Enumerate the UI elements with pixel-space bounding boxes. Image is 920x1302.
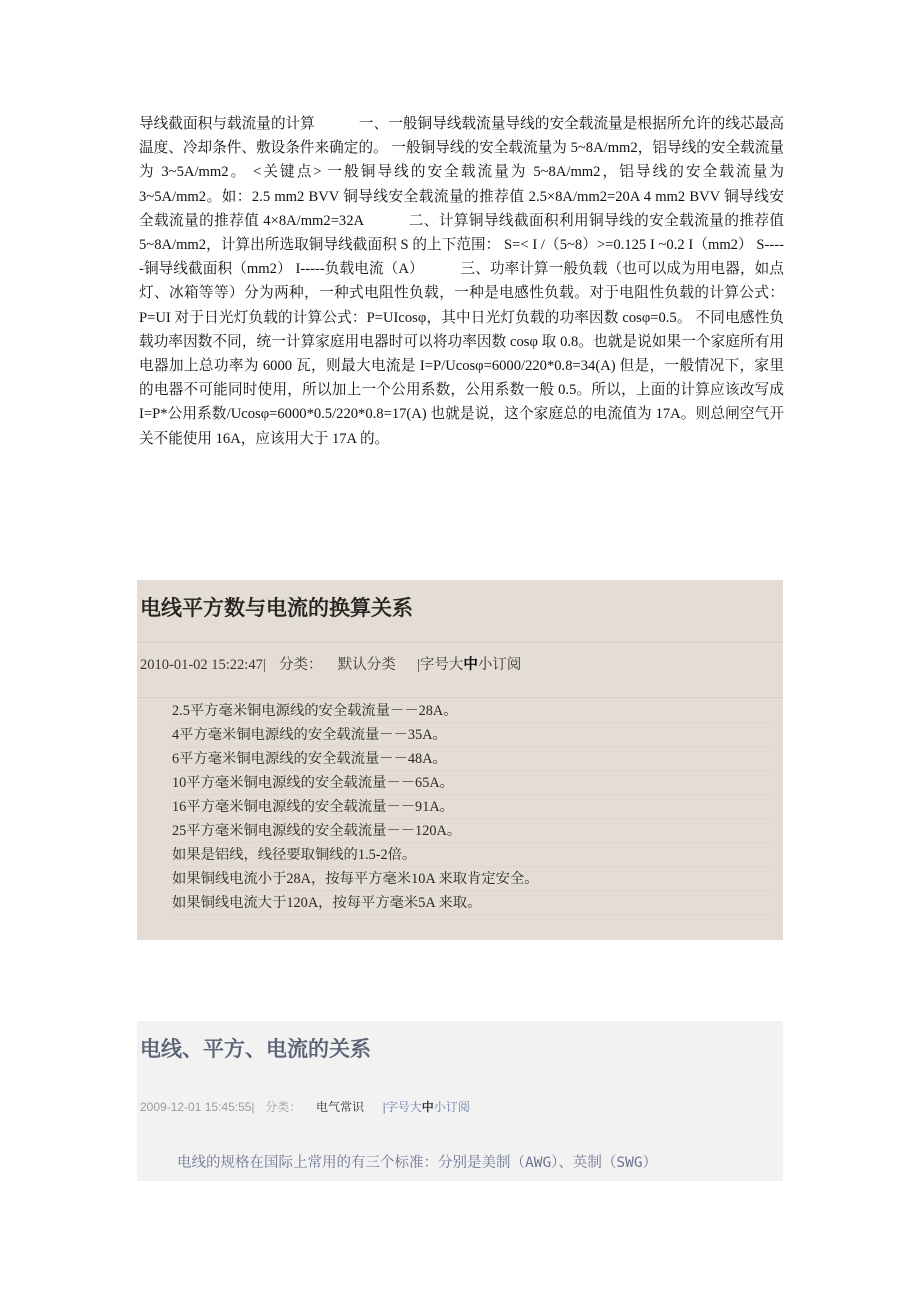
- list-item: 如果是铝线，线径要取铜线的1.5-2倍。: [172, 843, 772, 867]
- list-item: 如果铜线电流大于120A，按每平方毫米5A 来取。: [172, 891, 772, 915]
- font-size-label: |字号: [382, 1100, 410, 1114]
- post-date: 2010-01-02 15:22:47|: [140, 657, 266, 673]
- list-item: 6平方毫米铜电源线的安全载流量－－48A。: [172, 747, 772, 771]
- font-size-label: |字号: [417, 657, 449, 673]
- post-card-wire-square-current-relation: [137, 1021, 783, 1181]
- font-size-large[interactable]: 大: [448, 657, 464, 673]
- font-size-large[interactable]: 大: [409, 1100, 422, 1114]
- subscribe-link[interactable]: 订阅: [445, 1100, 470, 1114]
- post-title[interactable]: 电线平方数与电流的换算关系: [140, 596, 413, 620]
- post-card-wire-square-current: [137, 580, 783, 940]
- font-size-medium[interactable]: 中: [421, 1100, 434, 1114]
- category-link[interactable]: 默认分类: [337, 657, 396, 673]
- category-label: 分类：: [279, 657, 323, 673]
- list-item: 25平方毫米铜电源线的安全载流量－－120A。: [172, 819, 772, 843]
- subscribe-link[interactable]: 订阅: [492, 657, 522, 673]
- list-item: 4平方毫米铜电源线的安全载流量－－35A。: [172, 723, 772, 747]
- post-title[interactable]: 电线、平方、电流的关系: [140, 1037, 371, 1061]
- font-size-medium[interactable]: 中: [463, 657, 478, 673]
- intro-paragraph: 导线截面积与载流量的计算 一、一般铜导线载流量导线的安全载流量是根据所允许的线芯最高温度、冷却条件、敷设条件来确定的。 一般铜导线的安全载流量为 5~8A/mm2，铝导线的安全载流量为 3~5A/mm2。 <关键点> 一般铜导线的安全载流量为 5~8A/mm2，铝导线的安全载流量为 3~5A/mm2。如：2.5 mm2 BVV 铜导线安全载流量的推荐值 2.5×8A/mm2=20A 4 mm2 BVV 铜导线安全载流量的推荐值 4×8A/mm2=32A 二、计算铜导线截面积利用铜导线的安全载流量的推荐值 5~8A/mm2，计算出所选取铜导线截面积 S 的上下范围： S=< I /（5~8）>=0.125 I ~0.2 I（mm2） S-----铜导线截面积（mm2） I-----负载电流（A） 三、功率计算一般负载（也可以成为用电器，如点灯、冰箱等等）分为两种，一种式电阻性负载，一种是电感性负载。对于电阻性负载的计算公式：P=UI 对于日光灯负载的计算公式：P=UIcosφ，其中日光灯负载的功率因数 cosφ=0.5。 不同电感性负载功率因数不同，统一计算家庭用电器时可以将功率因数 cosφ 取 0.8。也就是说如果一个家庭所有用电器加上总功率为 6000 瓦，则最大电流是 I=P/Ucosφ=6000/220*0.8=34(A) 但是，一般情况下，家里的电器不可能同时使用，所以加上一个公用系数，公用系数一般 0.5。所以，上面的计算应该改写成 I=P*公用系数/Ucosφ=6000*0.5/220*0.8=17(A) 也就是说，这个家庭总的电流值为 17A。则总闸空气开关不能使用 16A，应该用大于 17A 的。: [139, 116, 784, 447]
- post-date: 2009-12-01 15:45:55|: [140, 1100, 255, 1114]
- post-body-list: [172, 699, 772, 915]
- post-meta: [140, 1098, 470, 1115]
- category-label: 分类：: [265, 1100, 302, 1114]
- list-item: 16平方毫米铜电源线的安全载流量－－91A。: [172, 795, 772, 819]
- font-size-small[interactable]: 小: [433, 1100, 446, 1114]
- divider: [137, 697, 783, 698]
- list-item: 2.5平方毫米铜电源线的安全载流量－－28A。: [172, 699, 772, 723]
- post-body-text: 电线的规格在国际上常用的有三个标准：分别是美制（AWG）、英制（SWG）: [177, 1155, 658, 1171]
- list-item: 10平方毫米铜电源线的安全载流量－－65A。: [172, 771, 772, 795]
- category-link[interactable]: 电气常识: [315, 1100, 364, 1114]
- post-meta: [140, 653, 521, 674]
- divider: [137, 642, 783, 643]
- font-size-small[interactable]: 小: [477, 657, 493, 673]
- list-item: 如果铜线电流小于28A，按每平方毫米10A 来取肯定安全。: [172, 867, 772, 891]
